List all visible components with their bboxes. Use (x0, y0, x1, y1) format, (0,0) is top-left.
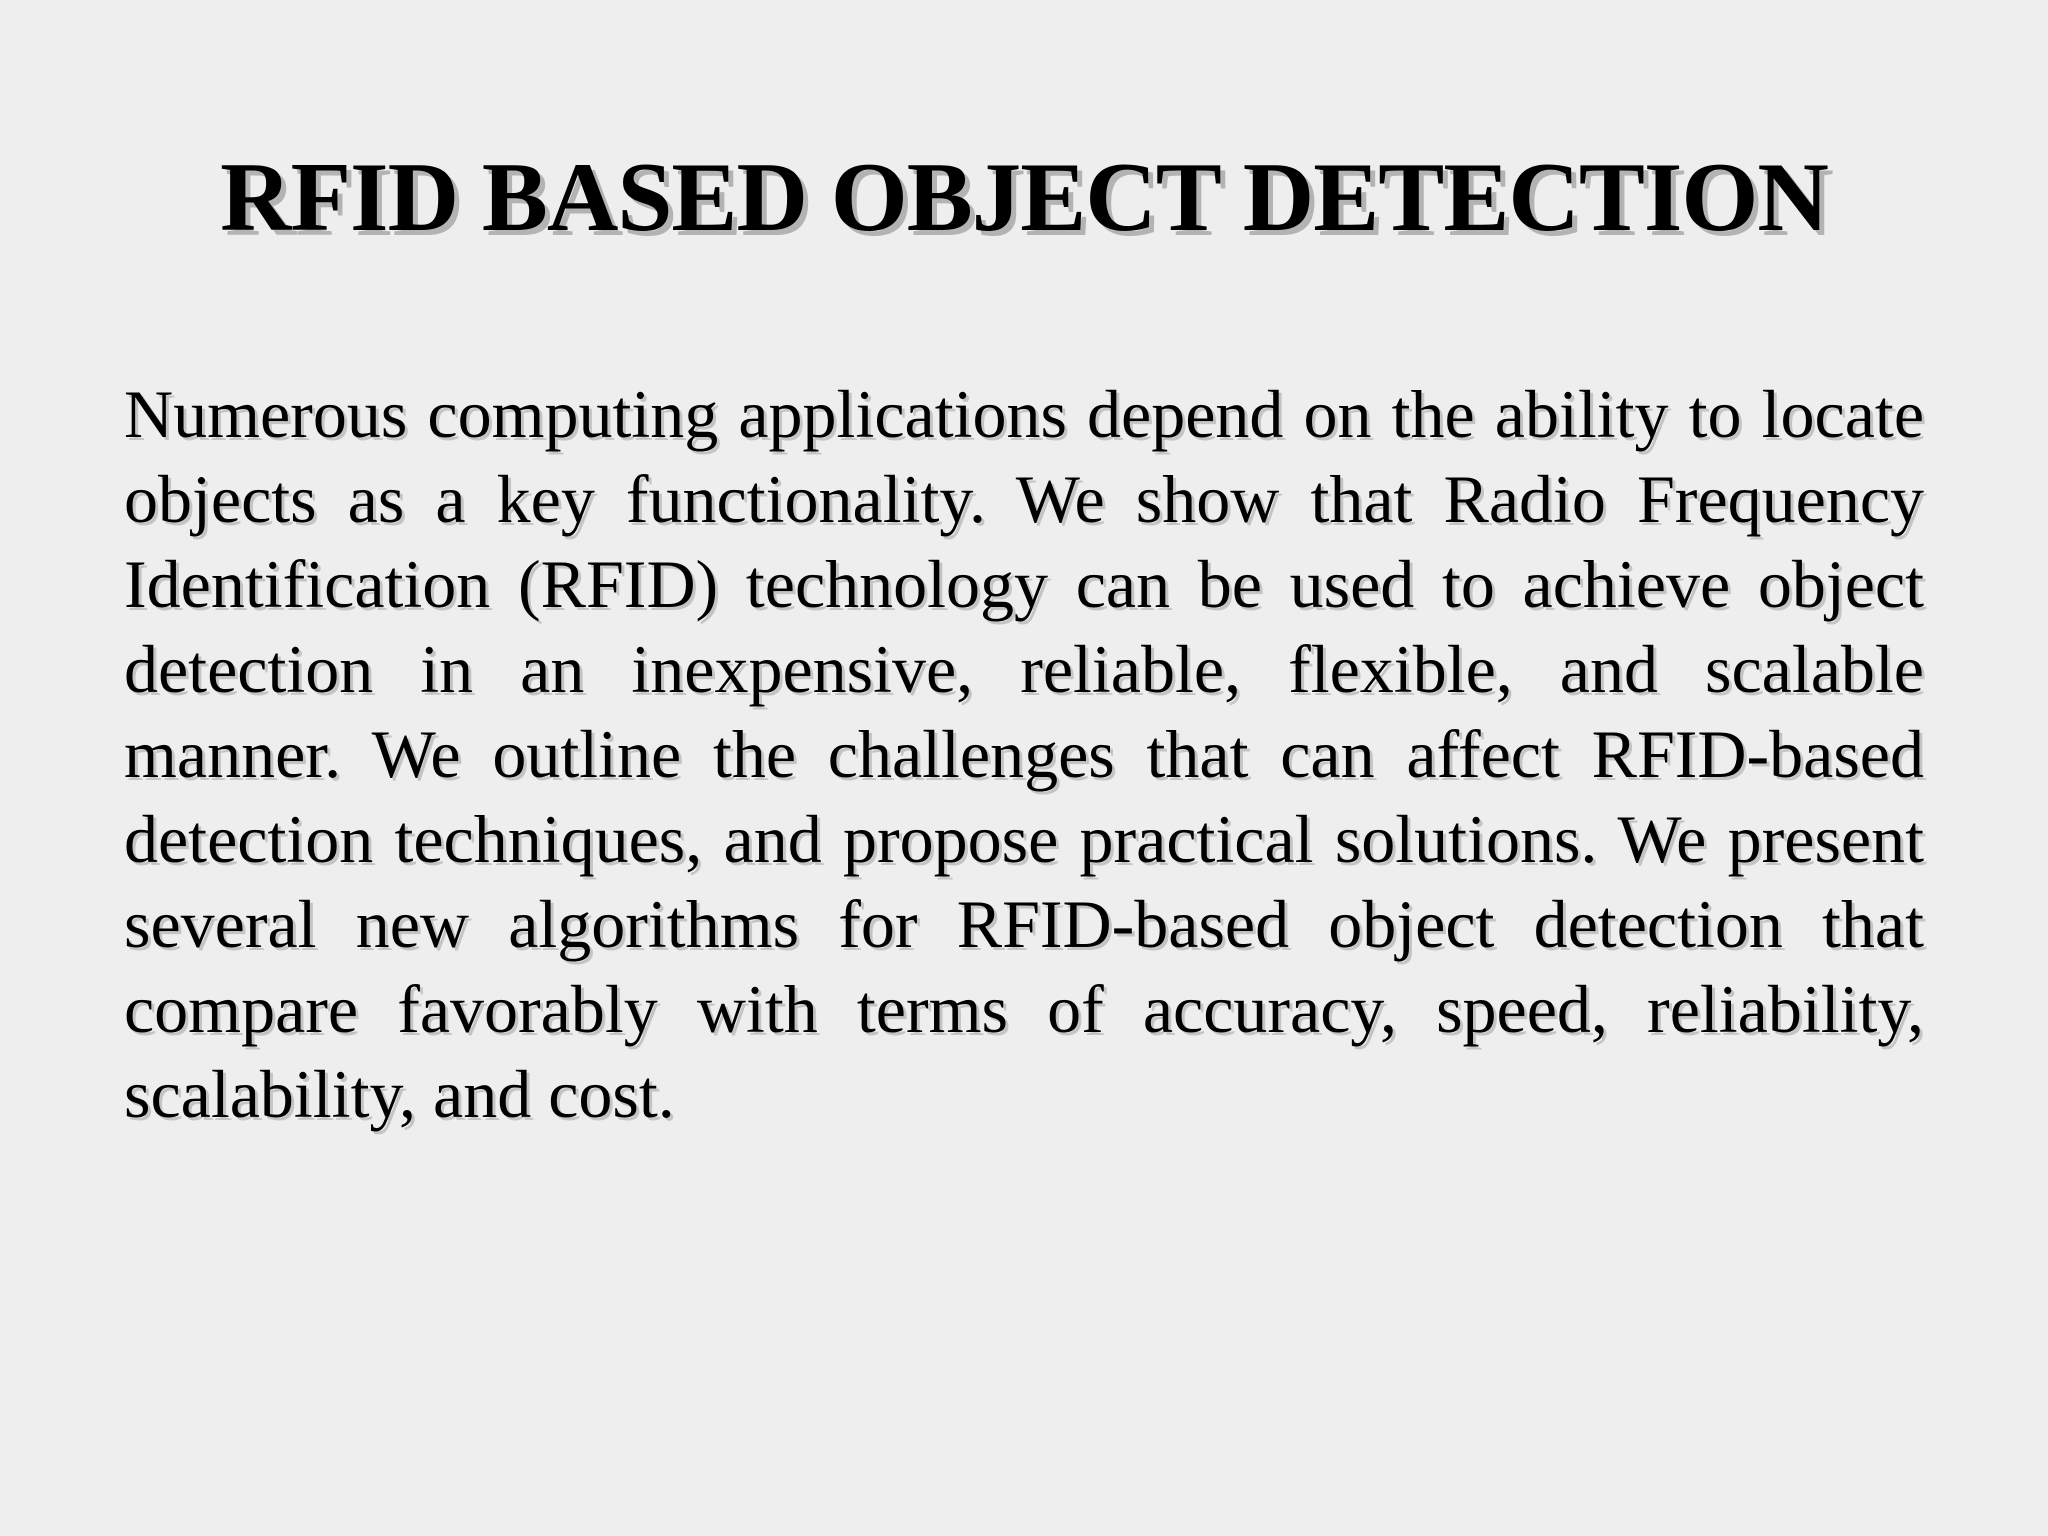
slide-body-text: Numerous computing applications depend on the ability to locate objects as a key functionality. We show that Radio Frequency Identification (RFID) technology can be used to achieve object detection in an inexpensive, reliable, flexible, and scalable manner. We outline the challenges that can affect RFID-based detection techniques, and propose practical solutions. We present several new algorithms for RFID-based object detection that compare favorably with terms of accuracy, speed, reliability, scalability, and cost. (124, 376, 1924, 1132)
slide-title: RFID BASED OBJECT DETECTION (220, 143, 1828, 252)
